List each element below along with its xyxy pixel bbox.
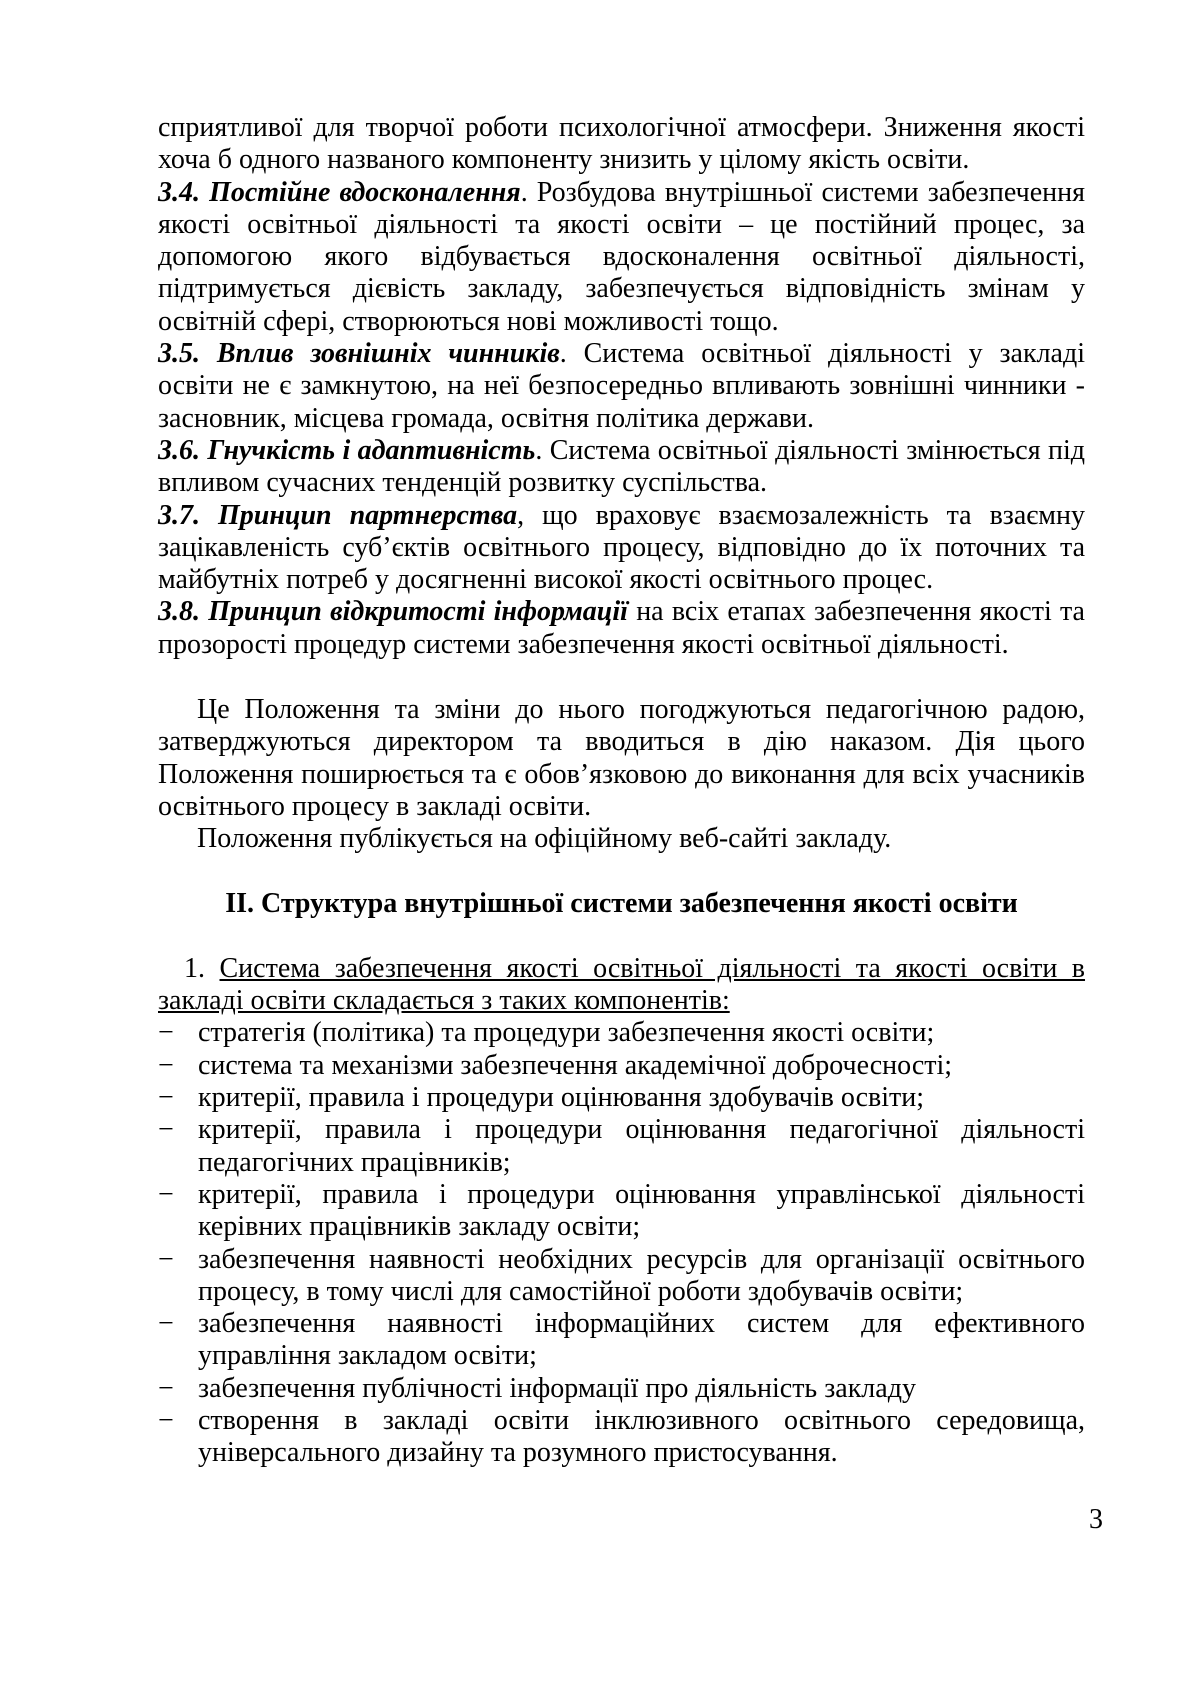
paragraph [158,177,1085,338]
paragraph [158,694,1085,823]
list-item [158,1082,1085,1114]
list-item-text: забезпечення наявності інформаційних систем для ефективного управління закладом освіти; [198,1308,1085,1372]
section-number-title: 3.5. Вплив зовнішніх чинників [158,338,560,370]
list-intro-paragraph [158,953,1085,1018]
section-number-title: 3.6. Гнучкість і адаптивність [158,434,536,466]
list-item [158,1372,1085,1405]
list-item-text: критерії, правила і процедури оцінювання педагогічної діяльності педагогічних працівників; [198,1114,1085,1178]
paragraph [158,338,1085,435]
paragraph [158,823,1085,855]
text-run: на всіх етапах забезпечення якості та прозорості процедур системи забезпечення якості освітньої діяльності. [158,596,1085,660]
text-run: Положення публікується на офіційному веб-сайті закладу. [197,823,892,855]
list-item-text: система та механізми забезпечення академічної доброчесності; [198,1049,953,1081]
list-intro-underlined-text: Система забезпечення якості освітньої діяльності та якості освіти в закладі освіти складається з таких компонентів: [158,952,1086,1017]
dash-bullet-marker: − [158,1372,174,1404]
list-item-text: стратегія (політика) та процедури забезпечення якості освіти; [198,1017,935,1049]
dash-bullet-marker: − [158,1178,174,1210]
section-number-title: 3.8. Принцип відкритості інформації [158,596,628,628]
dash-bullet-marker: − [158,1308,174,1340]
list-item [158,1178,1085,1244]
list-item [158,1308,1085,1373]
paragraph [158,500,1085,597]
dash-bullet-marker: − [158,1404,174,1436]
dash-bullet-marker: − [158,1049,174,1081]
text-run: сприятливої для творчої роботи психологічної атмосфери. Зниження якості хоча б одного названого компоненту знизить у цілому якість освіти. [158,112,1085,176]
text-run: . Система освітньої діяльності змінюється під впливом сучасних тенденцій розвитку суспільства. [158,434,1086,499]
section-heading: II. Структура внутрішньої системи забезпечення якості освіти [225,887,1018,919]
list-item-text: створення в закладі освіти інклюзивного освітнього середовища, універсального дизайну та розумного пристосування. [198,1404,1085,1469]
list-item-text: критерії, правила і процедури оцінювання здобувачів освіти; [198,1082,925,1114]
list-item-text: забезпечення наявності необхідних ресурсів для організації освітнього процесу, в тому числі для самостійної роботи здобувачів освіти; [198,1243,1085,1307]
list-item-text: критерії, правила і процедури оцінювання управлінської діяльності керівних працівників закладу освіти; [198,1178,1085,1243]
dash-bullet-marker: − [158,1017,174,1049]
section-number-title: 3.4. Постійне вдосконалення [158,176,521,208]
paragraph [158,596,1085,661]
page-number: 3 [1089,1504,1103,1535]
list-item [158,1114,1085,1179]
section-number-title: 3.7. Принцип партнерства [158,499,518,531]
paragraph [158,435,1085,500]
list-item [158,1243,1085,1309]
list-intro-number: 1. [184,952,220,984]
list-item [158,1049,1085,1082]
text-run: . Розбудова внутрішньої системи забезпечення якості освітньої діяльності та якості освіти – це постійний процес, за допомогою якого відбувається вдосконалення освітньої діяльності, підтримується дієвість закладу, забезпечується відповідність змінам у освітній сфері, створюються нові можливості тощо. [158,176,1085,337]
text-run: , що враховує взаємозалежність та взаємну зацікавленість суб’єктів освітнього процесу, відповідно до їх поточних та майбутніх потреб у досягненні високої якості освітнього процес. [158,499,1086,596]
text-run: . Система освітньої діяльності у закладі освіти не є замкнутою, на неї безпосередньо впливають зовнішні чинники - засновник, місцева громада, освітня політика держави. [158,338,1086,434]
list-item-text: забезпечення публічності інформації про діяльність закладу [198,1372,916,1404]
paragraph [158,112,1085,177]
text-run: Це Положення та зміни до нього погоджуються педагогічною радою, затверджуються директором та вводиться в дію наказом. Дія цього Положення поширюється та є обов’язковою до виконання для всіх учасників освітнього процесу в закладі освіти. [158,694,1085,822]
components-bullet-list [158,1017,1085,1469]
list-item [158,1404,1085,1470]
list-item [158,1017,1085,1049]
document-content [158,112,1085,1470]
dash-bullet-marker: − [158,1082,174,1114]
dash-bullet-marker: − [158,1243,174,1275]
dash-bullet-marker: − [158,1114,174,1146]
body-paragraphs [158,112,1085,856]
